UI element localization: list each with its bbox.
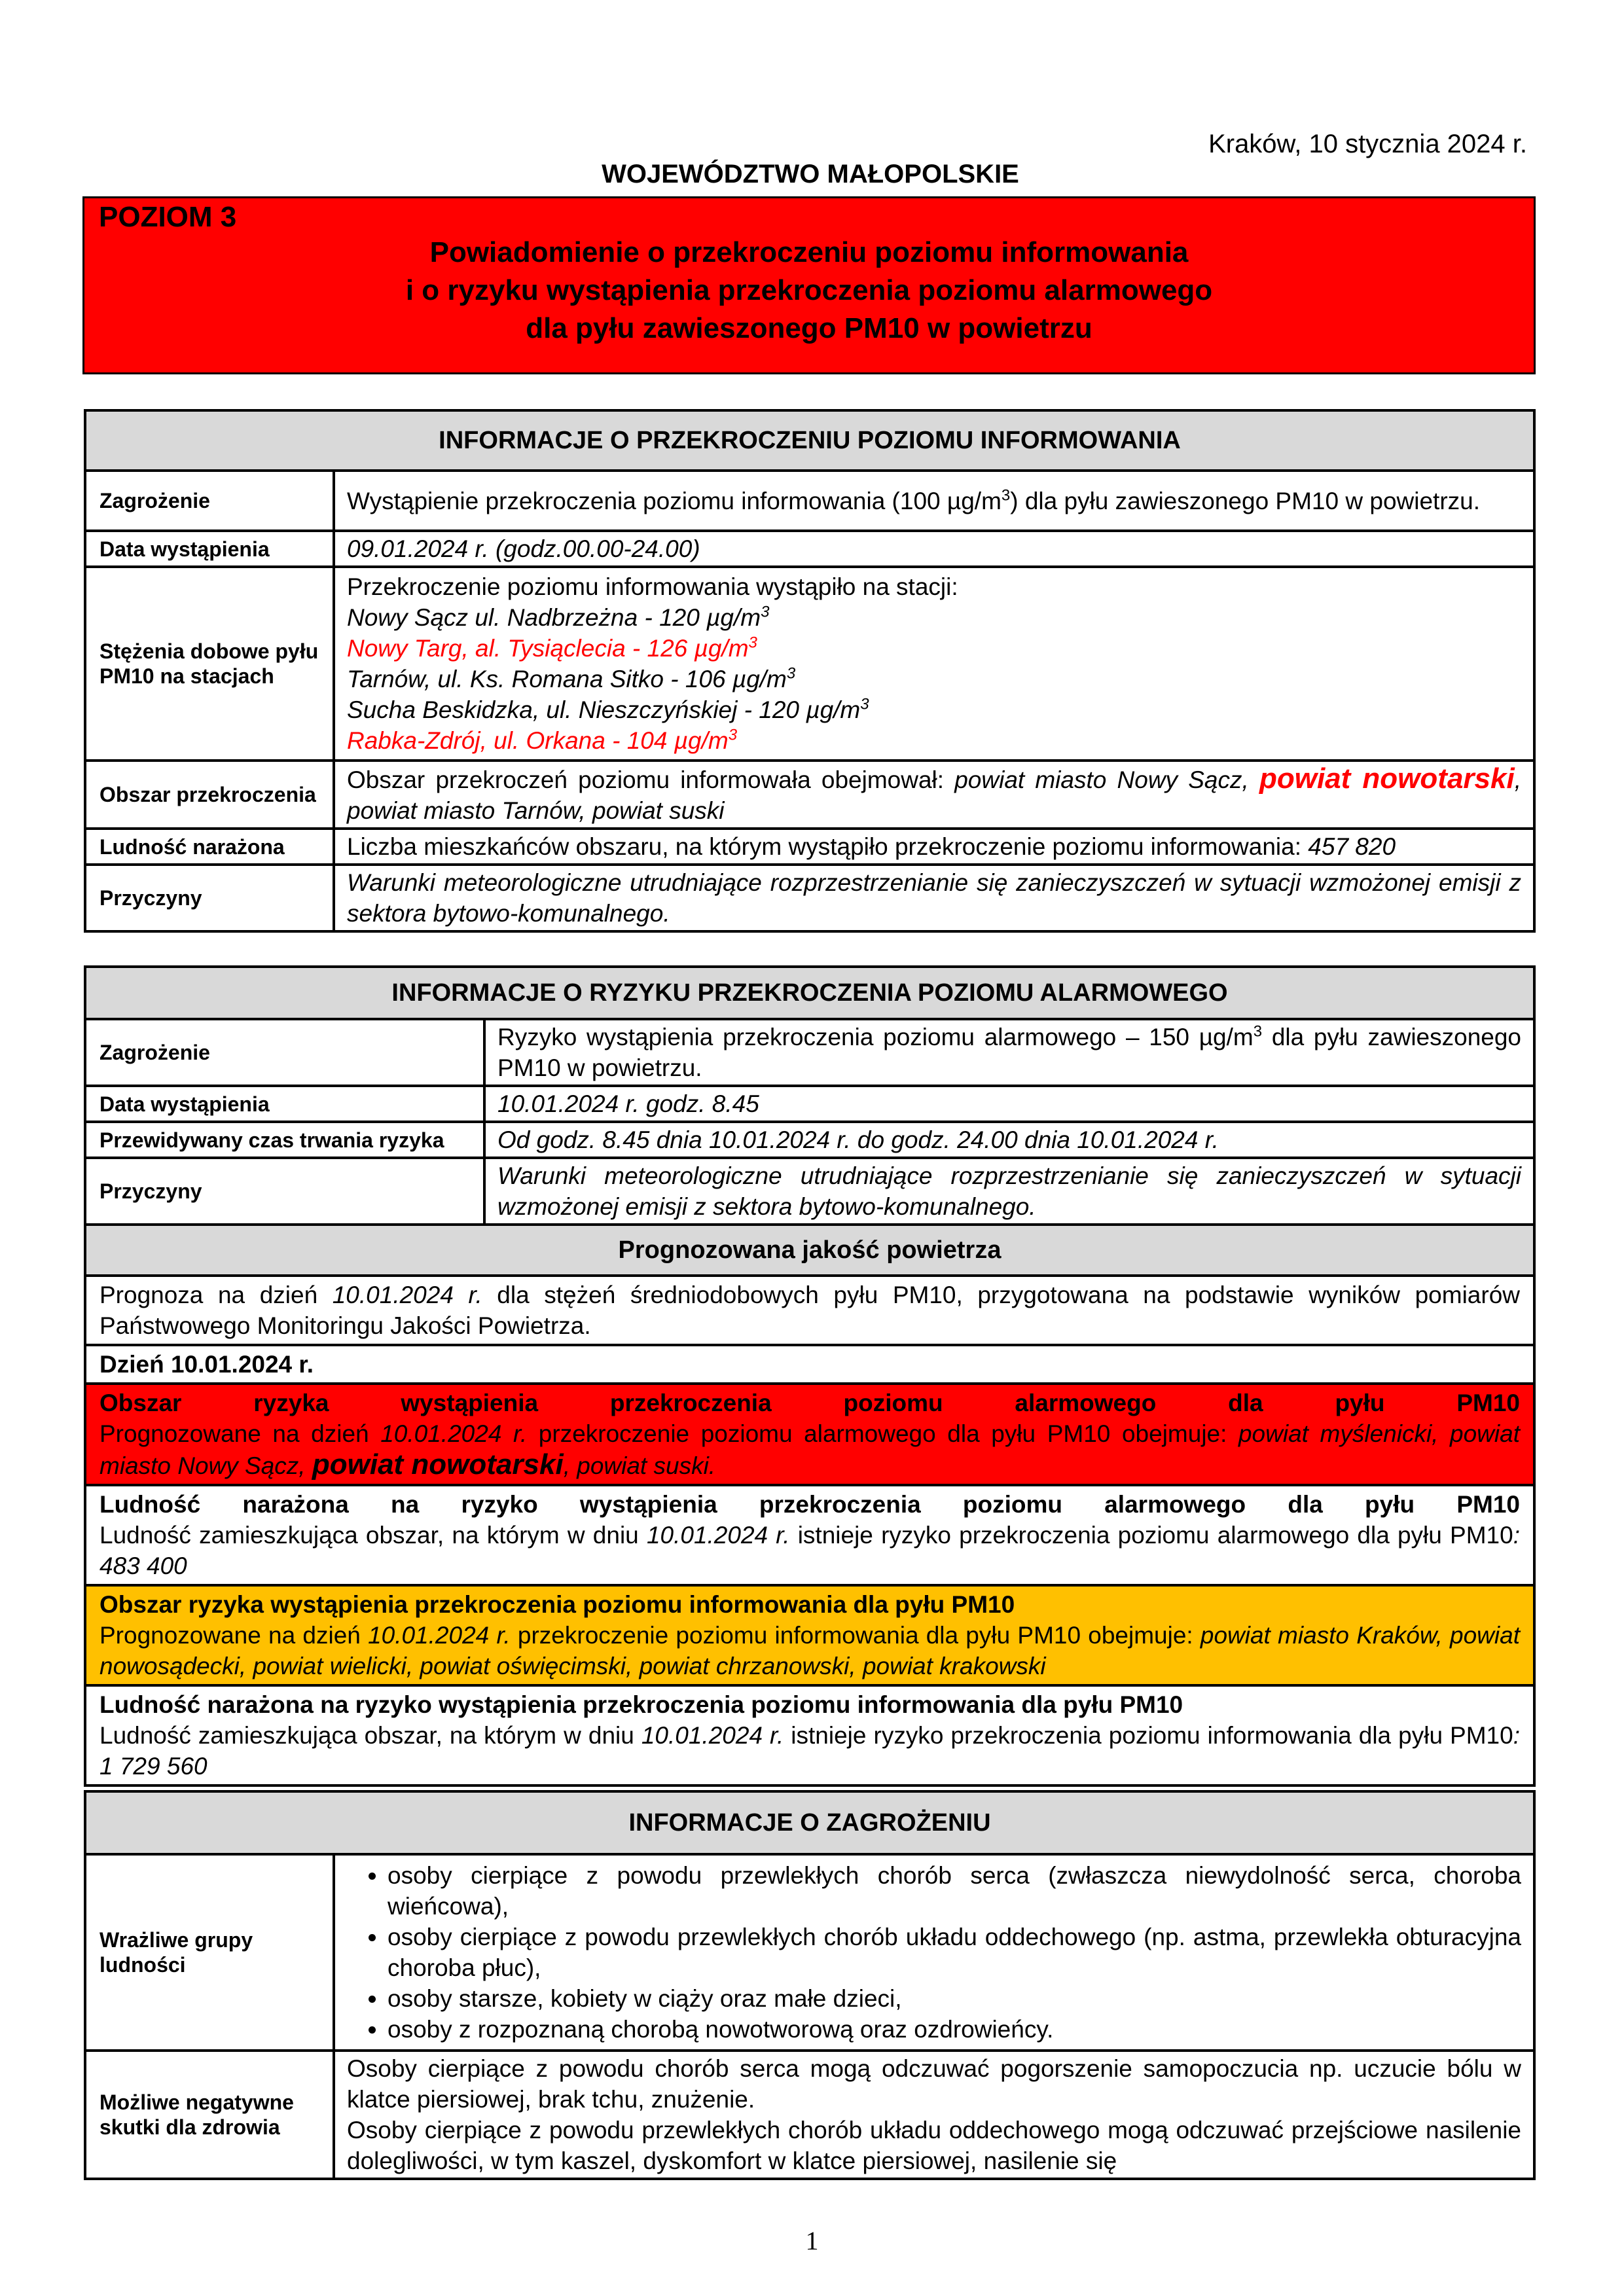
row-label: Zagrożenie <box>85 1019 484 1086</box>
alert-level: POZIOM 3 <box>99 201 237 233</box>
forecast-text: Prognoza na dzień 10.01.2024 r. dla stężeń średniodobowych pyłu PM10, przygotowana na podstawie wyników pomiarów Państwowego Monitoringu Jakości Powietrza. <box>85 1276 1534 1345</box>
row-label: Data wystąpienia <box>85 1086 484 1122</box>
section-heading: INFORMACJE O ZAGROŻENIU <box>85 1791 1534 1854</box>
alarm-area-text: Prognozowane na dzień 10.01.2024 r. przekroczenie poziomu alarmowego dla pyłu PM10 obejmuje: powiat myślenicki, powiat miasto Nowy Sącz, powiat nowotarski, powiat suski. <box>99 1420 1520 1480</box>
sensitive-groups-cell <box>334 1854 1534 2051</box>
list-item: • osoby cierpiące z powodu przewlekłych chorób serca (zwłaszcza niewydolność serca, choroba wieńcowa), <box>388 1860 1521 1922</box>
alert-banner <box>82 196 1536 374</box>
date-cell: 09.01.2024 r. (godz.00.00-24.00) <box>334 531 1534 567</box>
alarm-risk-table <box>84 965 1536 1787</box>
threat-cell: Ryzyko wystąpienia przekroczenia poziomu alarmowego – 150 $\mu g/m^3$ dla pyłu zawieszonego PM10 w powietrzu. <box>484 1019 1534 1086</box>
row-label: Możliwe negatywne skutki dla zdrowia <box>85 2051 334 2179</box>
alert-title-line-2: i o ryzyku wystąpienia przekroczenia poziomu alarmowego <box>405 274 1213 306</box>
row-label: Wrażliwe grupy ludności <box>85 1854 334 2051</box>
alarm-population-text: Ludność zamieszkująca obszar, na którym w dniu 10.01.2024 r. istnieje ryzyko przekroczenia poziomu alarmowego dla pyłu PM10: 483 400 <box>99 1522 1520 1579</box>
health-effects-cell <box>334 2051 1534 2179</box>
info-exceedance-table <box>84 409 1536 933</box>
health-effects-p1: Osoby cierpiące z powodu chorób serca mogą odczuwać pogorszenie samopoczucia np. uczucie bólu w klatce piersiowej, brak tchu, znużenie. <box>347 2055 1521 2113</box>
row-label: Przewidywany czas trwania ryzyka <box>85 1122 484 1158</box>
sensitive-groups-list <box>347 1860 1521 2045</box>
date-cell: 10.01.2024 r. godz. 8.45 <box>484 1086 1534 1122</box>
document-date: Kraków, 10 stycznia 2024 r. <box>1208 130 1527 158</box>
population-cell: Liczba mieszkańców obszaru, na którym wystąpiło przekroczenie poziomu informowania: 457 820 <box>334 829 1534 865</box>
row-label: Obszar przekroczenia <box>85 761 334 829</box>
info-population-title: Ludność narażona na ryzyko wystąpienia przekroczenia poziomu informowania dla pyłu PM10 <box>99 1691 1183 1718</box>
area-cell: Obszar przekroczeń poziomu informowała obejmował: powiat miasto Nowy Sącz, powiat nowotarski, powiat miasto Tarnów, powiat suski <box>334 761 1534 829</box>
forecast-heading: Prognozowana jakość powietrza <box>85 1225 1534 1276</box>
region-name: WOJEWÓDZTWO MAŁOPOLSKIE <box>602 160 1019 188</box>
list-item: • osoby starsze, kobiety w ciąży oraz małe dzieci, <box>388 1983 1521 2014</box>
station-item: Rabka-Zdrój, ul. Orkana - 104 $\mu g/m^3$ <box>347 726 738 754</box>
causes-cell: Warunki meteorologiczne utrudniające rozprzestrzenianie się zanieczyszczeń w sytuacji wzmożonej emisji z sektora bytowo-komunalnego. <box>484 1158 1534 1225</box>
alert-title-line-1: Powiadomienie o przekroczeniu poziomu informowania <box>429 236 1189 268</box>
alarm-area-title: Obszar ryzyka wystąpienia przekroczenia poziomu alarmowego dla pyłu PM10 <box>99 1390 1520 1416</box>
concentrations-cell <box>334 567 1534 761</box>
concentrations-intro: Przekroczenie poziomu informowania wystąpiło na stacji: <box>347 573 958 600</box>
threat-cell: Wystąpienie przekroczenia poziomu informowania (100 $\mu g/m^3$) dla pyłu zawieszonego PM10 w powietrzu. <box>334 471 1534 531</box>
page-number: 1 <box>805 2226 819 2255</box>
station-item: Nowy Sącz ul. Nadbrzeżna - 120 $\mu g/m^3$ <box>347 603 770 631</box>
info-area-text: Prognozowane na dzień 10.01.2024 r. przekroczenie poziomu informowania dla pyłu PM10 obejmuje: powiat miasto Kraków, powiat nowosądecki, powiat wielicki, powiat oświęcimski, powiat chrzanowski, powiat krakowski <box>99 1622 1520 1679</box>
row-label: Zagrożenie <box>85 471 334 531</box>
info-population-block <box>85 1685 1534 1785</box>
section-heading: INFORMACJE O RYZYKU PRZEKROCZENIA POZIOMU ALARMOWEGO <box>85 967 1534 1019</box>
station-item: Sucha Beskidzka, ul. Nieszczyńskiej - 120 $\mu g/m^3$ <box>347 695 869 723</box>
alarm-population-block <box>85 1485 1534 1585</box>
alarm-area-block <box>85 1384 1534 1485</box>
alert-title-line-3: dla pyłu zawieszonego PM10 w powietrzu <box>526 312 1092 344</box>
info-population-text: Ludność zamieszkująca obszar, na którym w dniu 10.01.2024 r. istnieje ryzyko przekroczenia poziomu informowania dla pyłu PM10: 1 729 560 <box>99 1722 1520 1780</box>
station-item: Nowy Targ, al. Tysiąclecia - 126 $\mu g/m^3$ <box>347 634 757 662</box>
alert-title <box>84 234 1534 348</box>
row-label: Ludność narażona <box>85 829 334 865</box>
hazard-info-table <box>84 1790 1536 2180</box>
row-label: Stężenia dobowe pyłu PM10 na stacjach <box>85 567 334 761</box>
row-label: Przyczyny <box>85 865 334 931</box>
list-item: • osoby cierpiące z powodu przewlekłych chorób układu oddechowego (np. astma, przewlekła obturacyjna choroba płuc), <box>388 1922 1521 1983</box>
row-label: Przyczyny <box>85 1158 484 1225</box>
causes-cell: Warunki meteorologiczne utrudniające rozprzestrzenianie się zanieczyszczeń w sytuacji wzmożonej emisji z sektora bytowo-komunalnego. <box>334 865 1534 931</box>
info-area-block <box>85 1585 1534 1685</box>
row-label: Data wystąpienia <box>85 531 334 567</box>
section-heading: INFORMACJE O PRZEKROCZENIU POZIOMU INFORMOWANIA <box>85 410 1534 471</box>
health-effects-p2: Osoby cierpiące z powodu przewlekłych chorób układu oddechowego mogą odczuwać przejściowe nasilenie dolegliwości, w tym kaszel, dyskomfort w klatce piersiowej, nasilenie się <box>347 2117 1521 2174</box>
station-item: Tarnów, ul. Ks. Romana Sitko - 106 $\mu g/m^3$ <box>347 664 796 692</box>
alarm-population-title: Ludność narażona na ryzyko wystąpienia przekroczenia poziomu alarmowego dla pyłu PM10 <box>99 1491 1520 1518</box>
forecast-day: Dzień 10.01.2024 r. <box>85 1345 1534 1384</box>
info-area-title: Obszar ryzyka wystąpienia przekroczenia poziomu informowania dla pyłu PM10 <box>99 1591 1015 1618</box>
list-item: • osoby z rozpoznaną chorobą nowotworową oraz ozdrowieńcy. <box>388 2014 1521 2045</box>
duration-cell: Od godz. 8.45 dnia 10.01.2024 r. do godz. 24.00 dnia 10.01.2024 r. <box>484 1122 1534 1158</box>
